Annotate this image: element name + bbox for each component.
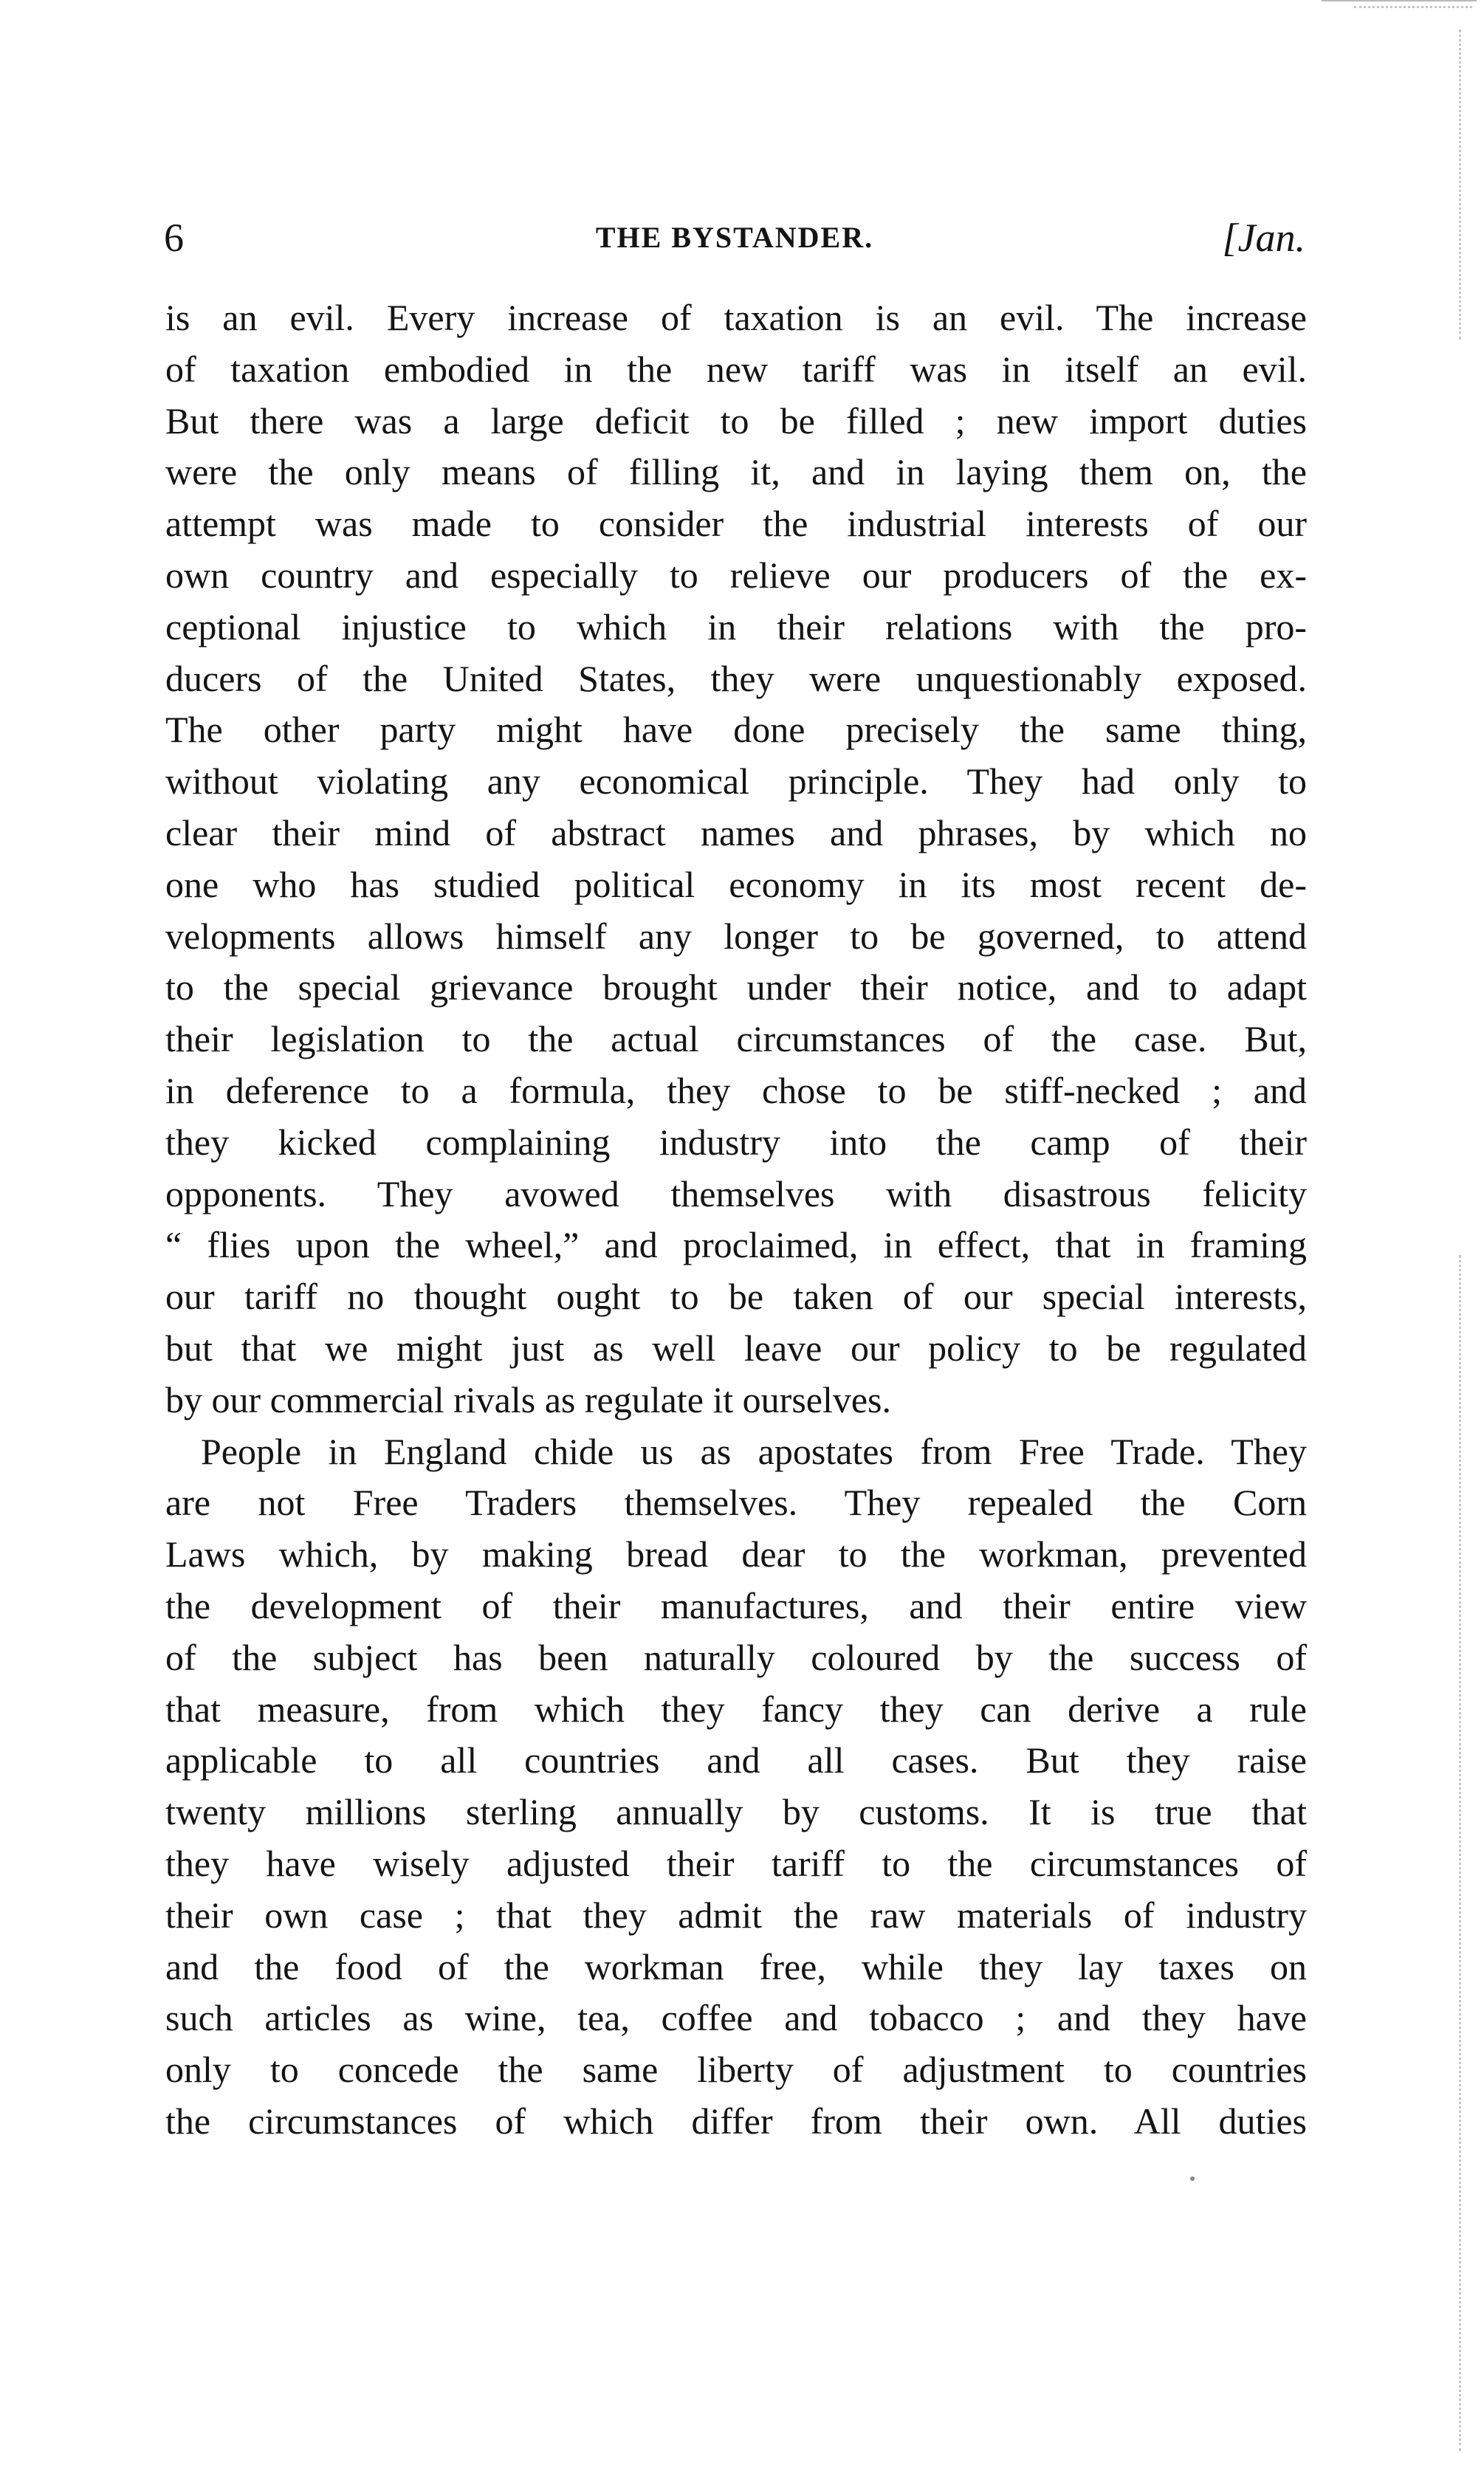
- text-line: but that we might just as well leave our policy to be regulated: [165, 1327, 1307, 1369]
- text-line: velopments allows himself any longer to be governed, to attend: [165, 915, 1307, 957]
- text-line: to the special grievance brought under their notice, and to adapt: [165, 966, 1307, 1008]
- text-line: they kicked complaining industry into the camp of their: [165, 1121, 1307, 1163]
- text-line: were the only means of filling it, and in laying them on, the: [165, 451, 1307, 493]
- text-line: ducers of the United States, they were unquestionably exposed.: [165, 657, 1307, 699]
- text-line: own country and especially to relieve our producers of the ex-: [165, 554, 1307, 596]
- page-edge-rule: [1322, 0, 1477, 1]
- text-line: ceptional injustice to which in their relations with the pro-: [165, 605, 1307, 647]
- text-line: our tariff no thought ought to be taken of our special interests,: [165, 1276, 1307, 1318]
- running-title: THE BYSTANDER.: [595, 221, 874, 254]
- text-line: But there was a large deficit to be filled ; new import duties: [165, 399, 1307, 441]
- text-line: clear their mind of abstract names and phrases, by which no: [165, 811, 1307, 853]
- page-number: 6: [164, 216, 184, 260]
- body-text: [165, 292, 1307, 2148]
- running-header: [164, 208, 1305, 267]
- text-line: attempt was made to consider the industrial interests of our: [165, 503, 1307, 545]
- text-line: applicable to all countries and all cases. But they raise: [165, 1739, 1307, 1781]
- text-line: the circumstances of which differ from their own. All duties: [165, 2100, 1307, 2142]
- month-label: [Jan.: [1222, 216, 1305, 260]
- text-line: are not Free Traders themselves. They repealed the Corn: [165, 1482, 1307, 1524]
- text-line: and the food of the workman free, while they lay taxes on: [165, 1945, 1307, 1987]
- text-line: twenty millions sterling annually by customs. It is true that: [165, 1791, 1307, 1833]
- text-line: their legislation to the actual circumstances of the case. But,: [165, 1018, 1307, 1060]
- text-line: by our commercial rivals as regulate it ourselves.: [165, 1378, 892, 1420]
- text-line: of the subject has been naturally coloured by the success of: [165, 1636, 1307, 1678]
- text-line: one who has studied political economy in its most recent de-: [165, 863, 1307, 905]
- paper-speck: [1190, 2176, 1195, 2181]
- text-line: that measure, from which they fancy they can derive a rule: [165, 1688, 1307, 1730]
- text-line: Laws which, by making bread dear to the workman, prevented: [165, 1533, 1307, 1575]
- text-line: they have wisely adjusted their tariff to the circumstances of: [165, 1842, 1307, 1884]
- paragraph: [165, 1426, 1307, 2148]
- page-edge-dots: [1354, 6, 1472, 8]
- paragraph: [165, 292, 1307, 1426]
- page-edge-shadow-top: [1459, 30, 1463, 340]
- page-edge-shadow-bottom: [1459, 1255, 1463, 2451]
- text-line: People in England chide us as apostates from Free Trade. They: [201, 1430, 1307, 1472]
- text-line: “ flies upon the wheel,” and proclaimed, in effect, that in framing: [165, 1224, 1307, 1266]
- text-line: only to concede the same liberty of adjustment to countries: [165, 2049, 1307, 2091]
- text-line: The other party might have done precisely the same thing,: [165, 709, 1307, 751]
- text-line: in deference to a formula, they chose to be stiff-necked ; and: [165, 1069, 1307, 1111]
- text-line: the development of their manufactures, and their entire view: [165, 1584, 1307, 1626]
- text-line: opponents. They avowed themselves with disastrous felicity: [165, 1172, 1307, 1214]
- text-line: such articles as wine, tea, coffee and tobacco ; and they have: [165, 1997, 1307, 2039]
- text-line: is an evil. Every increase of taxation is an evil. The increase: [165, 297, 1307, 338]
- text-line: without violating any economical principle. They had only to: [165, 760, 1307, 803]
- text-line: their own case ; that they admit the raw materials of industry: [165, 1894, 1307, 1936]
- text-line: of taxation embodied in the new tariff was in itself an evil.: [165, 348, 1307, 390]
